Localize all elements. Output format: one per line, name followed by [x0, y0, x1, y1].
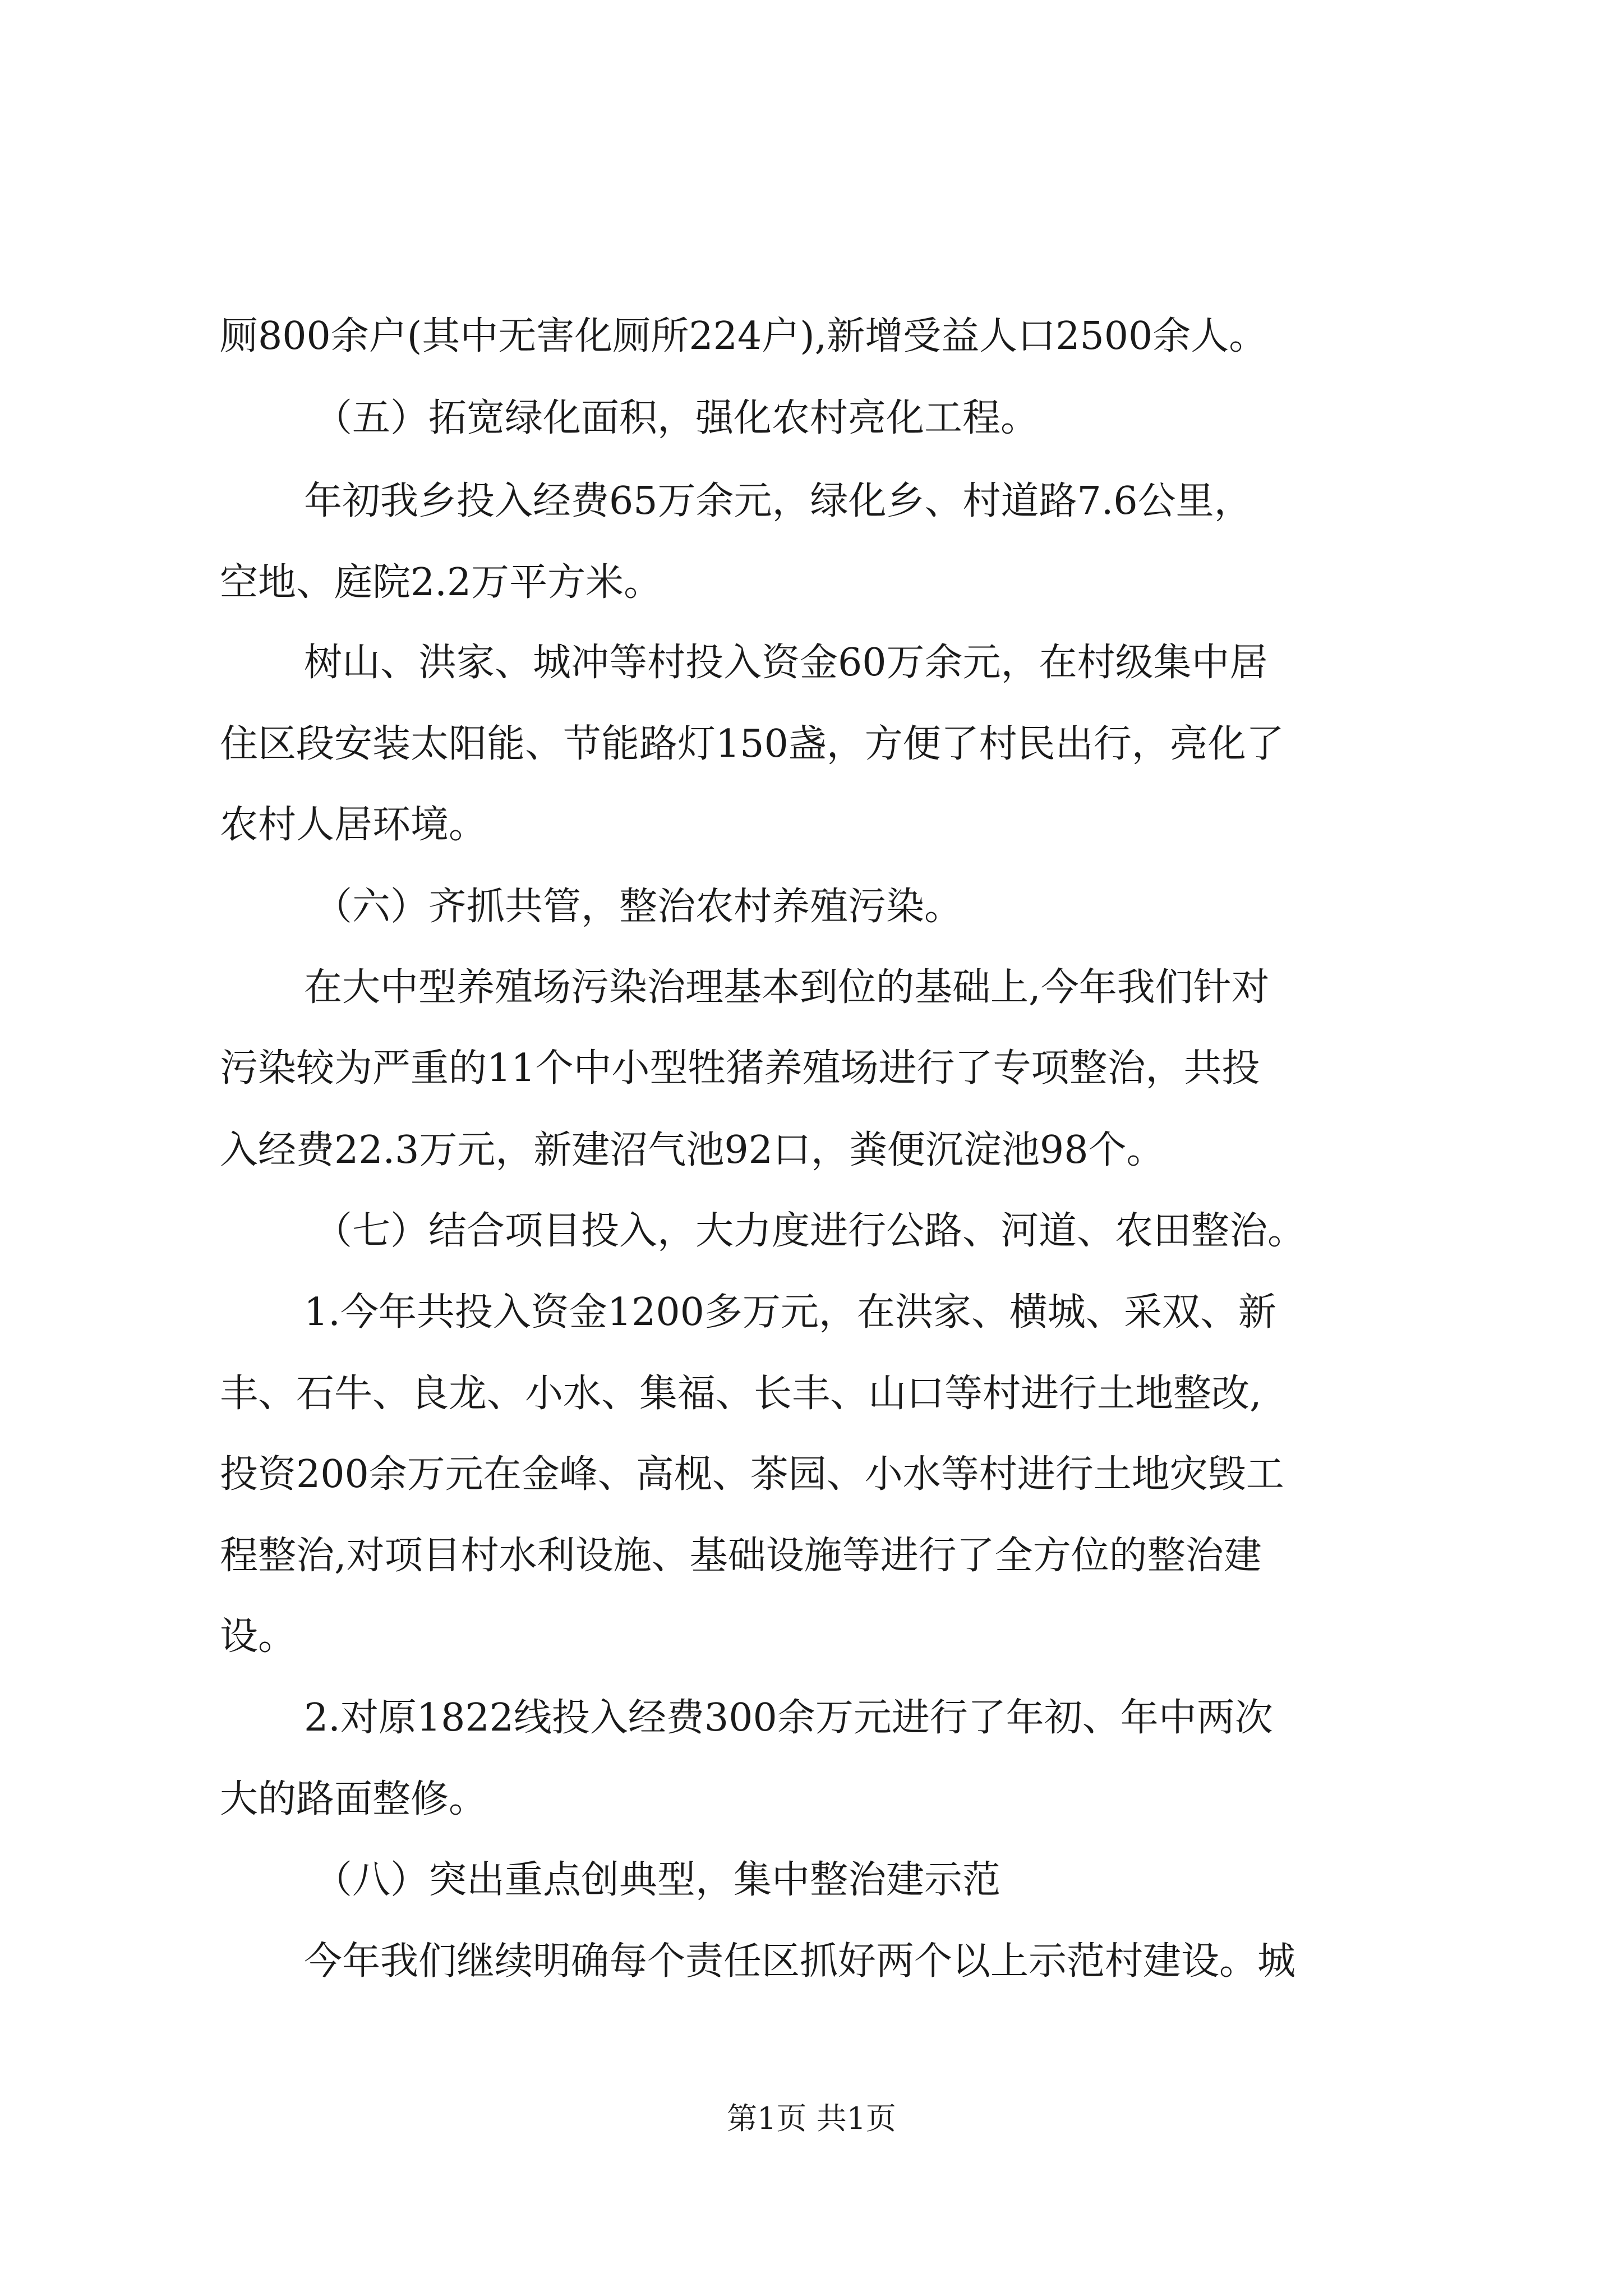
text-line: 污染较为严重的11个中小型牲猪养殖场进行了专项整治，共投 — [220, 1046, 1260, 1091]
section-heading: （六）齐抓共管，整治农村养殖污染。 — [314, 885, 963, 929]
text-line: 农村人居环境。 — [220, 803, 487, 847]
text-line: 丰、石牛、良龙、小水、集福、长丰、山口等村进行土地整改, — [220, 1372, 1262, 1416]
text-line: 在大中型养殖场污染治理基本到位的基础上,今年我们针对 — [304, 965, 1270, 1010]
text-line: 厕800余户(其中无害化厕所224户),新增受益人口2500余人。 — [220, 314, 1267, 358]
section-heading: （五）拓宽绿化面积，强化农村亮化工程。 — [314, 396, 1039, 440]
text-line: 年初我乡投入经费65万余元，绿化乡、村道路7.6公里， — [304, 479, 1252, 523]
page-footer: 第1页 共1页 — [727, 2101, 896, 2136]
section-heading: （七）结合项目投入，大力度进行公路、河道、农田整治。 — [314, 1209, 1306, 1253]
text-line: 2.对原1822线投入经费300余万元进行了年初、年中两次 — [304, 1696, 1273, 1740]
text-line: 住区段安装太阳能、节能路灯150盏，方便了村民出行，亮化了 — [220, 722, 1284, 766]
text-line: 今年我们继续明确每个责任区抓好两个以上示范村建设。城 — [304, 1939, 1296, 1984]
text-line: 空地、庭院2.2万平方米。 — [220, 560, 662, 605]
text-line: 入经费22.3万元，新建沼气池92口，粪便沉淀池98个。 — [220, 1128, 1165, 1172]
text-line: 设。 — [220, 1614, 297, 1659]
section-heading: （八）突出重点创典型，集中整治建示范 — [314, 1858, 1001, 1902]
text-line: 树山、洪家、城冲等村投入资金60万余元，在村级集中居 — [304, 641, 1268, 685]
text-line: 1.今年共投入资金1200多万元，在洪家、横城、采双、新 — [304, 1290, 1276, 1335]
text-line: 大的路面整修。 — [220, 1777, 487, 1821]
text-line: 程整治,对项目村水利设施、基础设施等进行了全方位的整治建 — [220, 1534, 1262, 1578]
text-line: 投资200余万元在金峰、高枧、茶园、小水等村进行土地灾毁工 — [220, 1452, 1284, 1497]
